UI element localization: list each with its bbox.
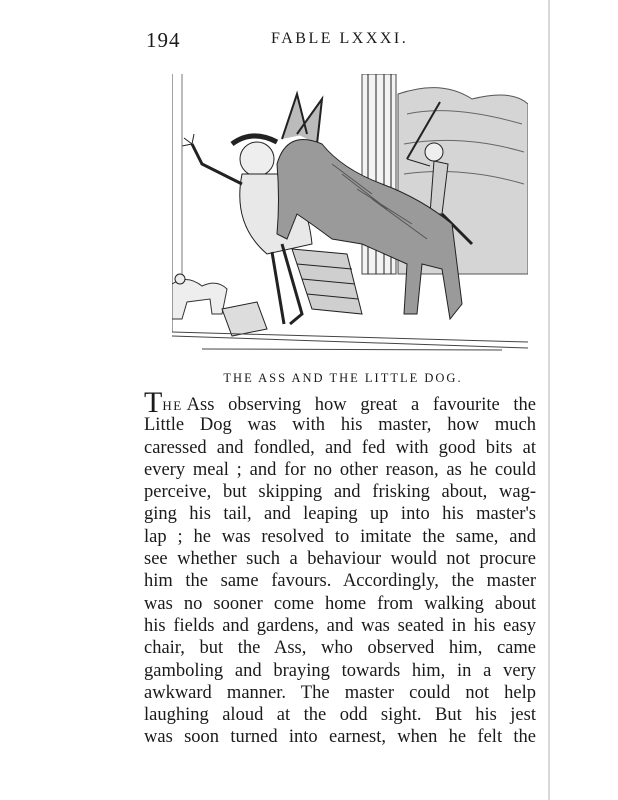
text-line: chair, but the Ass, who observed him, came <box>144 638 536 659</box>
text-line: awkward manner. The master could not help <box>144 682 536 703</box>
page-number: 194 <box>146 28 181 52</box>
first-word-rest: HE <box>162 398 183 413</box>
text-line: perceive, but skipping and frisking about, wag- <box>144 482 536 503</box>
page-edge <box>548 0 550 800</box>
running-title: FABLE LXXXI. <box>271 30 409 47</box>
text-line: him the same favours. Accordingly, the master <box>144 571 536 592</box>
text-line: was no sooner come home from walking about <box>144 593 536 614</box>
text-line: was soon turned into earnest, when he felt the <box>144 727 536 748</box>
text-line: Little Dog was with his master, how much <box>144 415 536 436</box>
text-line: see whether such a behaviour would not procure <box>144 549 536 570</box>
text-line: laughing aloud at the odd sight. But his jest <box>144 705 536 726</box>
illustration-caption: THE ASS AND THE LITTLE DOG. <box>223 371 463 385</box>
page-header <box>146 28 540 54</box>
woodcut-illustration <box>172 74 528 356</box>
text-line <box>144 386 536 419</box>
text-line: ging his tail, and leaping up into his master's <box>144 504 536 525</box>
line-1-text: Ass observing how great a favourite the <box>186 395 536 415</box>
drop-cap: T <box>144 386 163 419</box>
text-line: gamboling and braying towards him, in a very <box>144 660 536 681</box>
fable-body <box>144 386 536 749</box>
text-line: lap ; he was resolved to imitate the same, and <box>144 526 536 547</box>
text-line: his fields and gardens, and was seated in his easy <box>144 615 536 636</box>
text-line: every meal ; and for no other reason, as he could <box>144 459 536 480</box>
text-line: caressed and fondled, and fed with good bits at <box>144 437 536 458</box>
